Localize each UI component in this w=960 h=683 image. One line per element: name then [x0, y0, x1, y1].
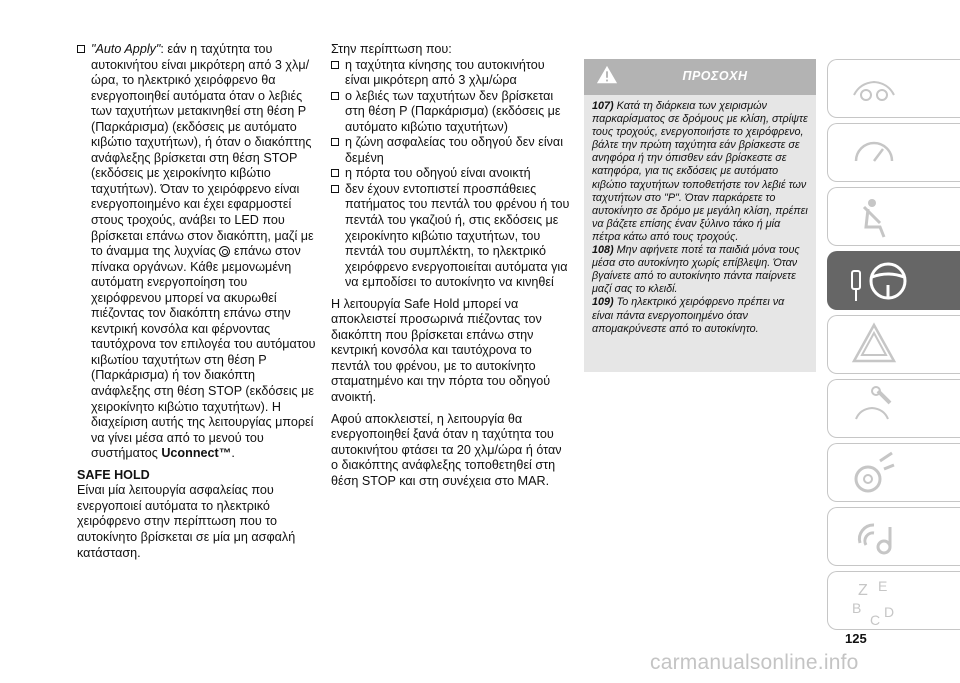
tab-index[interactable] [827, 571, 960, 630]
warning-item [592, 244, 808, 296]
warning-text: Μην αφήνετε ποτέ τα παιδιά μόνα τους μέσα στο αυτοκίνητο χωρίς επίβλεψη. Όταν βγαίνετε από το αυτοκίνητο πάντα παίρνετε μαζί σας το κλειδί. [592, 244, 800, 296]
list-item [331, 182, 571, 291]
warning-text: Κατά τη διάρκεια των χειρισμών παρκαρίσματος σε δρόμους με κλίση, στρίψτε τους τροχούς, ενεργοποιήστε το χειρόφρενο, βάλτε την πρώτη ταχύτητα εάν βρίσκεστε σε ανηφόρα ή την όπισθεν εάν βρίσκεστε σε κατηφόρα, για τις εκδόσεις με αυτόματο κιβώτιο ταχυτήτων τοποθετήστε τον λεβιέ των ταχυτήτων στο "P". Όταν παρκάρετε το αυτοκίνητο σε δρόμο με μεγάλη κλίση, πρέπει να βάζετε επίσης έναν ξύλινο τάκο ή μία πέτρα κάτω από τους τροχούς. [592, 100, 808, 243]
list-item-text: ο λεβιές των ταχυτήτων δεν βρίσκεται στη θέση P (Παρκάρισμα) (εκδόσεις με αυτόματο κιβώτιο ταχυτήτων) [345, 88, 561, 134]
index-letters-icon [850, 577, 910, 633]
chapter-tabs [827, 59, 960, 633]
list-item [331, 58, 571, 89]
checkbox-bullet-icon [331, 92, 339, 100]
safe-hold-text: Είναι μία λειτουργία ασφαλείας που ενεργοποιεί αυτόματα το ηλεκτρικό χειρόφρενο στην περίπτωση που το αυτοκίνητο βρίσκεται σε μία μη ασφαλή κατάσταση. [77, 483, 296, 560]
tab-instrument-panel[interactable] [827, 123, 960, 182]
watermark: carmanualsonline.info [650, 651, 859, 674]
wrench-car-icon [850, 385, 898, 433]
svg-text:D: D [884, 604, 895, 620]
svg-text:C: C [870, 612, 881, 628]
warning-body [584, 95, 816, 336]
tab-starting-driving[interactable] [827, 251, 960, 310]
page-number: 125 [845, 631, 867, 646]
tab-multimedia[interactable] [827, 507, 960, 566]
period: . [231, 446, 235, 461]
tab-car-dashboard[interactable] [827, 59, 960, 118]
airbag-seat-icon [850, 193, 898, 241]
checkbox-bullet-icon [331, 61, 339, 69]
uconnect-label: Uconnect™ [161, 446, 232, 461]
svg-text:E: E [878, 578, 888, 594]
parking-brake-warning-lamp-icon [219, 246, 230, 257]
key-steering-wheel-icon [850, 257, 910, 305]
svg-text:B: B [852, 600, 862, 616]
safe-hold-heading: SAFE HOLD [77, 467, 150, 482]
tab-technical-data[interactable] [827, 443, 960, 502]
technical-data-icon [850, 449, 898, 497]
intro-text: Στην περίπτωση που: [331, 42, 452, 56]
tab-emergency[interactable] [827, 315, 960, 374]
auto-apply-text: : εάν η ταχύτητα του αυτοκινήτου είναι μικρότερη από 3 χλμ/ώρα, το ηλεκτρικό χειρόφρενο θα ενεργοποιηθεί αυτόματα όταν ο λεβιές των ταχυτήτων μετακινηθεί στη θέση P (Παρκάρισμα) (εκδόσεις με αυτόματο κιβώτιο ταχυτήτων), ή όταν ο διακόπτης ανάφλεξης βρίσκεται στη θέση STOP (εκδόσεις με χειροκίνητο κιβώτιο ταχυτήτων). Όταν το χειρόφρενο είναι ενεργοποιημένο και έχει εφαρμοστεί στους τροχούς, ανάβει το LED που βρίσκεται επάνω στον διακόπτη, μαζί με το άναμμα της λυχνίας [91, 42, 314, 259]
multimedia-icon [850, 513, 898, 561]
tab-maintenance[interactable] [827, 379, 960, 438]
car-dashboard-icon [850, 65, 898, 113]
warning-header [584, 59, 816, 95]
list-item [331, 135, 571, 166]
auto-apply-title: "Auto Apply" [91, 42, 161, 56]
checkbox-bullet-icon [331, 169, 339, 177]
warning-item [592, 100, 808, 244]
list-item-text: δεν έχουν εντοπιστεί προσπάθειες πατήματος του πεντάλ του φρένου ή του πεντάλ του γκαζιού ή, στις εκδόσεις με χειροκίνητο κιβώτιο ταχυτήτων, του πεντάλ του συμπλέκτη, το ηλεκτρικό χειρόφρενο ενεργοποιείται αυτόματα για να εμποδίσει το αυτοκίνητο να κινηθεί [345, 181, 570, 290]
warning-box [584, 59, 816, 372]
warning-text: Το ηλεκτρικό χειρόφρενο πρέπει να είναι πάντα ενεργοποιημένο όταν απομακρύνεστε από το αυτοκίνητο. [592, 296, 785, 335]
warning-triangle-icon [850, 321, 898, 369]
svg-text:Z: Z [858, 582, 868, 599]
checkbox-bullet-icon [331, 138, 339, 146]
warning-number: 108) [592, 244, 614, 257]
paragraph: Αφού αποκλειστεί, η λειτουργία θα ενεργοποιηθεί ξανά όταν η ταχύτητα του αυτοκινήτου φτάσει τα 20 χλμ/ώρα ή όταν ο διακόπτης ανάφλεξης τοποθετηθεί στη θέση STOP και στη συνέχεια στο MAR. [331, 411, 562, 488]
paragraph: Η λειτουργία Safe Hold μπορεί να αποκλειστεί προσωρινά πιέζοντας τον διακόπτη που βρίσκεται επάνω στην κεντρική κονσόλα και ταυτόχρονα το πεντάλ του φρένου, με το αυτοκίνητο σταματημένο και την πόρτα του οδηγού ανοικτή. [331, 296, 551, 405]
warning-title: ΠΡΟΣΟΧΗ [682, 69, 748, 83]
warning-number: 107) [592, 100, 614, 112]
auto-apply-text-cont: επάνω στον πίνακα οργάνων. Κάθε μεμονωμένη αυτόματη ενεργοποίηση του χειρόφρενου μπορεί να ακυρωθεί πιέζοντας τον διακόπτη επάνω στην κεντρική κονσόλα και φέρνοντας ταυτόχρονα τον επιλογέα του αυτόματου κιβωτίου ταχυτήτων στη θέση P (Παρκάρισμα) ή τον διακόπτη ανάφλεξης στη θέση STOP (εκδόσεις με χειροκίνητο κιβώτιο ταχυτήτων). Η διαχείριση αυτής της λειτουργίας μπορεί να γίνει μέσα από το μενού του συστήματος [91, 244, 316, 461]
list-item-auto-apply [77, 42, 317, 462]
checkbox-bullet-icon [331, 185, 339, 193]
tab-safety[interactable] [827, 187, 960, 246]
instrument-panel-icon [850, 129, 898, 177]
checkbox-bullet-icon [77, 45, 85, 53]
list-item [331, 89, 571, 136]
warning-number: 109) [592, 296, 614, 309]
list-item-text: η ζώνη ασφαλείας του οδηγού δεν είναι δεμένη [345, 135, 564, 165]
column-left [77, 42, 317, 561]
list-item [331, 166, 571, 182]
list-item-text: η ταχύτητα κίνησης του αυτοκινήτου είναι μικρότερη από 3 χλμ/ώρα [345, 57, 545, 88]
column-middle [331, 42, 571, 489]
warning-item [592, 296, 808, 335]
list-item-text: η πόρτα του οδηγού είναι ανοικτή [345, 166, 531, 181]
